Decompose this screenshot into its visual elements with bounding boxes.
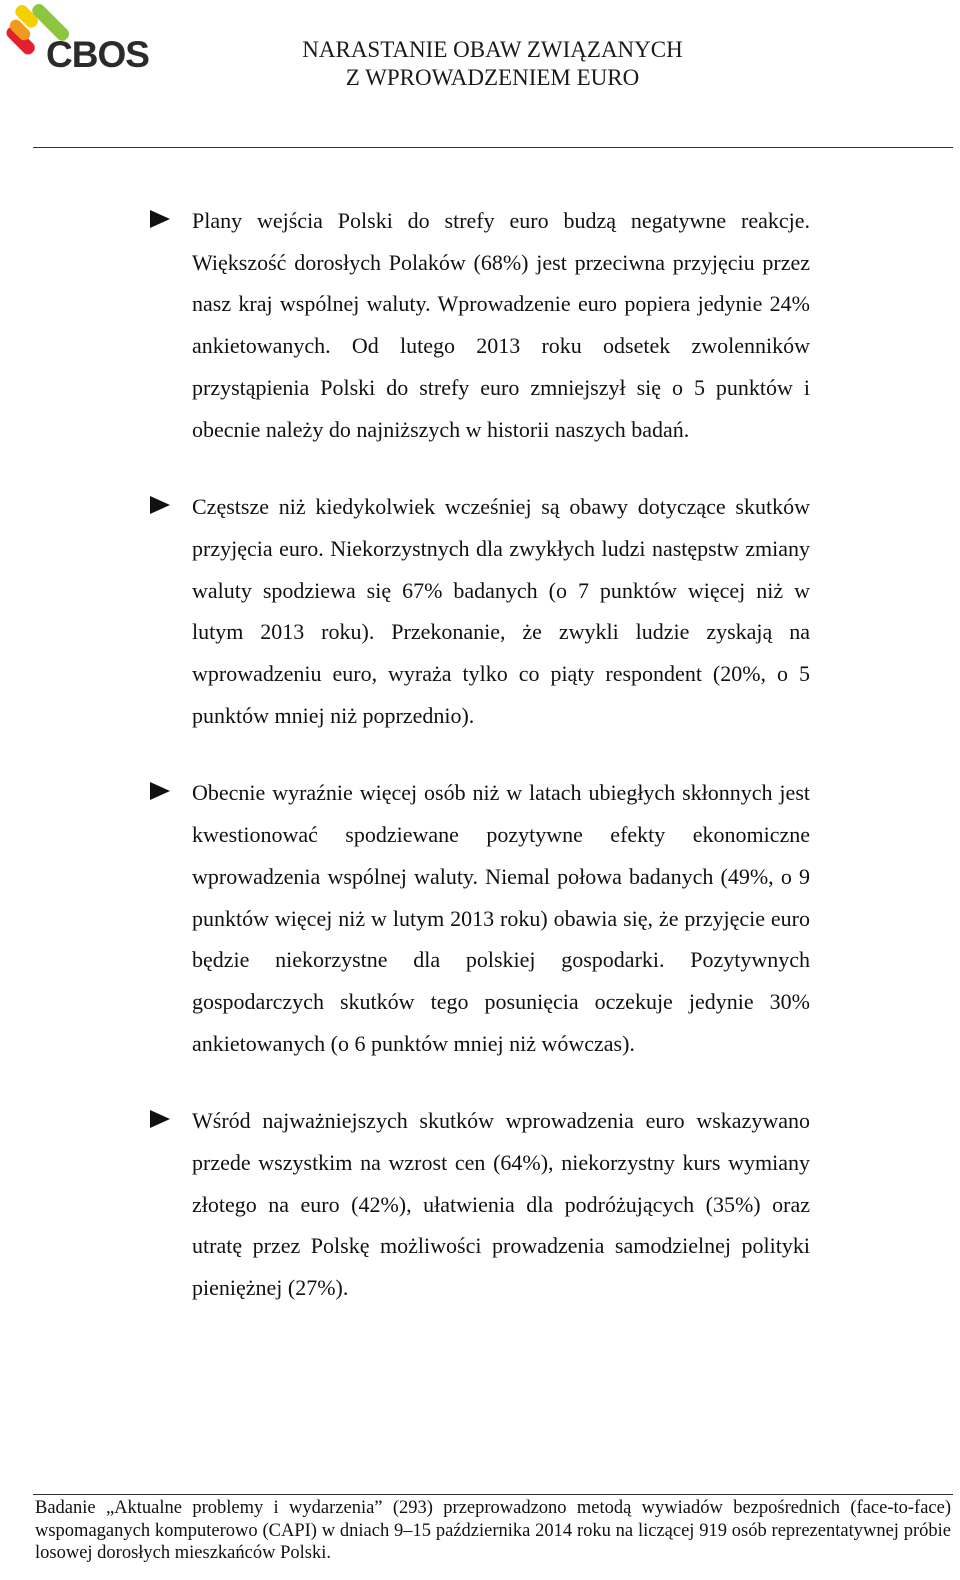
document-title	[260, 36, 725, 92]
bullet-arrow-icon	[150, 210, 170, 228]
footer-divider	[33, 1494, 953, 1495]
finding-text: Częstsze niż kiedykolwiek wcześniej są obawy dotyczące skutków przyjęcia euro. Niekorzystnych dla zwykłych ludzi następstw zmiany waluty spodziewa się 67% badanych (o 7 punktów więcej niż w lutym 2013 roku). Przekonanie, że zwykli ludzie zyskają na wprowadzeniu euro, wyraża tylko co piąty respondent (20%, o 5 punktów mniej niż poprzednio).	[192, 494, 810, 728]
finding-text: Wśród najważniejszych skutków wprowadzenia euro wskazywano przede wszystkim na wzrost cen (64%), niekorzystny kurs wymiany złotego na euro (42%), ułatwienia dla podróżujących (35%) oraz utratę przez Polskę możliwości prowadzenia samodzielnej polityki pieniężnej (27%).	[192, 1108, 810, 1301]
finding-item	[150, 200, 810, 450]
document-title-line-2: Z WPROWADZENIEM EURO	[345, 65, 640, 90]
bullet-arrow-icon	[150, 496, 170, 514]
cbos-logo	[4, 4, 149, 76]
finding-item	[150, 486, 810, 736]
document-title-line-1: NARASTANIE OBAW ZWIĄZANYCH	[302, 37, 683, 62]
finding-item	[150, 772, 810, 1064]
finding-text: Plany wejścia Polski do strefy euro budzą negatywne reakcje. Większość dorosłych Polaków (68%) jest przeciwna przyjęciu przez nasz kraj wspólnej waluty. Wprowadzenie euro popiera jedynie 24% ankietowanych. Od lutego 2013 roku odsetek zwolenników przystąpienia Polski do strefy euro zmniejszył się o 5 punktów i obecnie należy do najniższych w historii naszych badań.	[192, 208, 810, 442]
header-divider	[33, 147, 953, 148]
bullet-arrow-icon	[150, 782, 170, 800]
bullet-arrow-icon	[150, 1110, 170, 1128]
logo-text: CBOS	[46, 34, 149, 75]
finding-text: Obecnie wyraźnie więcej osób niż w latach ubiegłych skłonnych jest kwestionować spodziewane pozytywne efekty ekonomiczne wprowadzenia wspólnej waluty. Niemal połowa badanych (49%, o 9 punktów więcej niż w lutym 2013 roku) obawia się, że przyjęcie euro będzie niekorzystne dla polskiej gospodarki. Pozytywnych gospodarczych skutków tego posunięcia oczekuje jedynie 30% ankietowanych (o 6 punktów mniej niż wówczas).	[192, 780, 810, 1056]
key-findings-list	[150, 200, 810, 1345]
methodology-note: Badanie „Aktualne problemy i wydarzenia” (293) przeprowadzono metodą wywiadów bezpośrednich (face-to-face) wspomaganych komputerowo (CAPI) w dniach 9–15 października 2014 roku na liczącej 919 osób reprezentatywnej próbie losowej dorosłych mieszkańców Polski.	[35, 1498, 951, 1563]
finding-item	[150, 1100, 810, 1309]
